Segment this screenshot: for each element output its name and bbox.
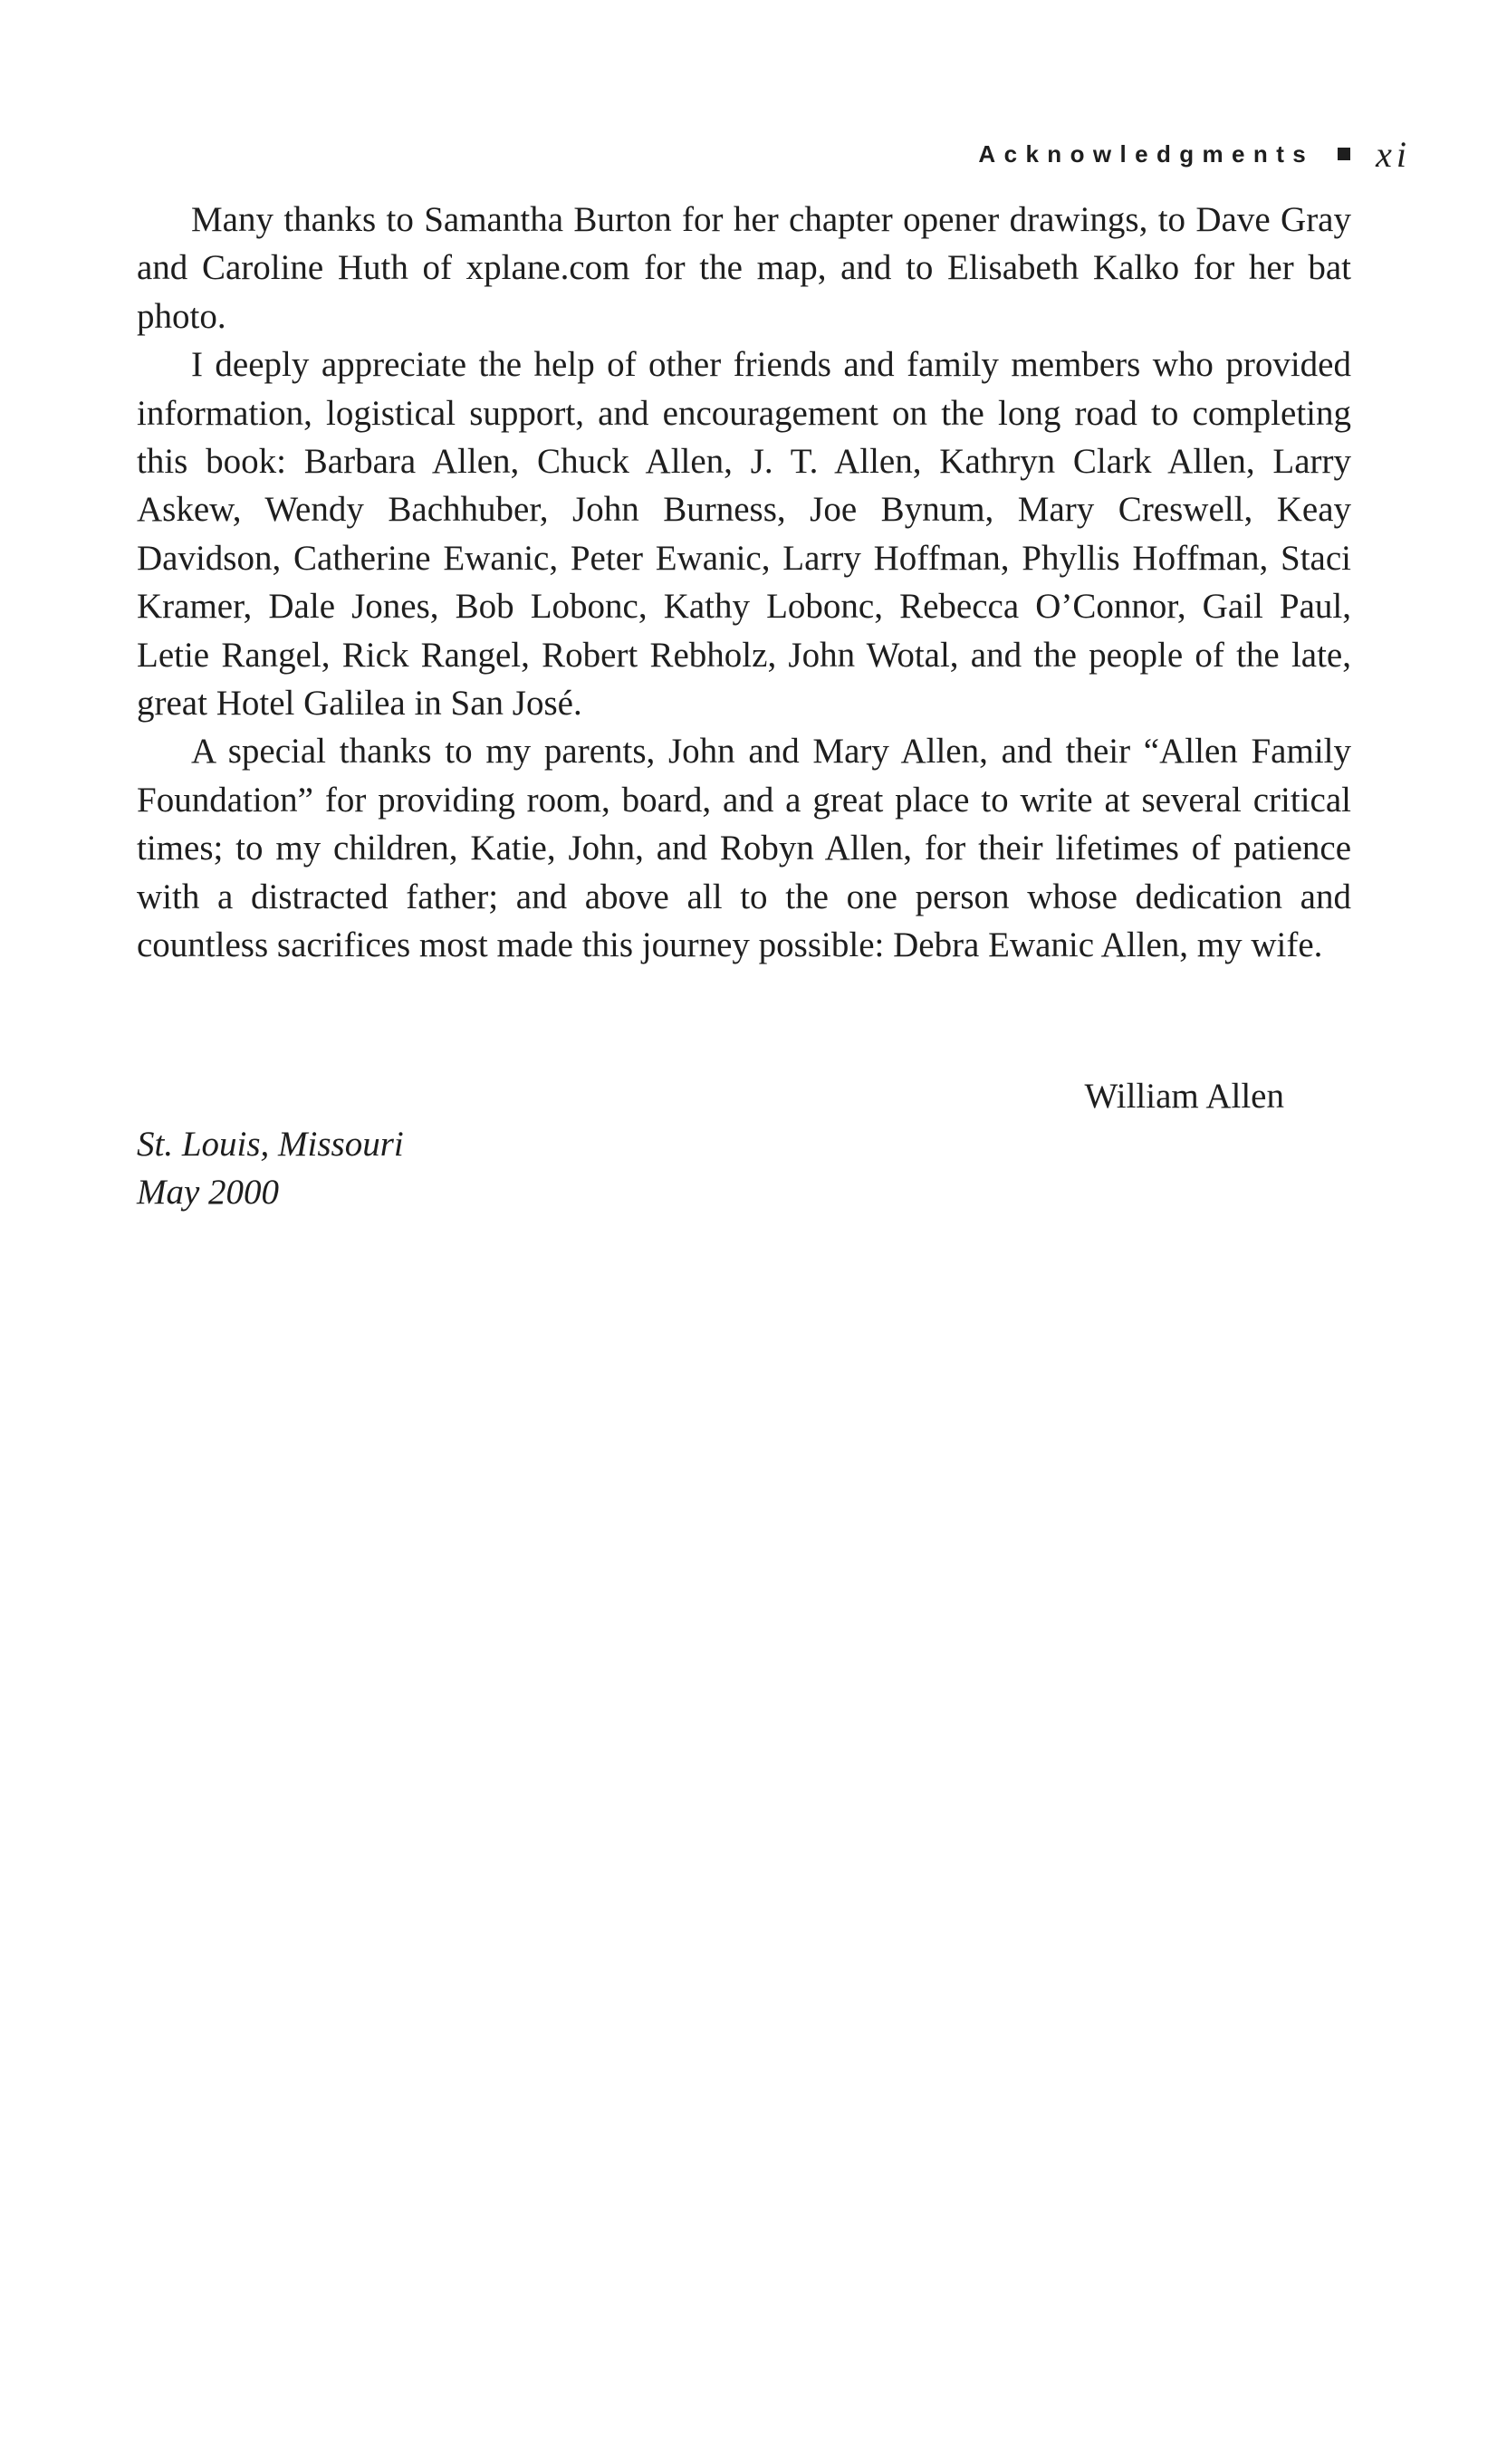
paragraph-friends-family: I deeply appreciate the help of other friends and family members who provided information, logistical support, and encouragement on the long road to completing this book: Barbara Allen, Chuck Allen, J. T. Allen, Kathryn Clark Allen, Larry Askew, Wendy Bachhuber, John Burness, Joe Bynum, Mary Creswell, Keay Davidson, Catherine Ewanic, Peter Ewanic, Larry Hoffman, Phyllis Hoffman, Staci Kramer, Dale Jones, Bob Lobonc, Kathy Lobonc, Rebecca O’Connor, Gail Paul, Letie Rangel, Rick Rangel, Robert Rebholz, John Wotal, and the people of the late, great Hotel Galilea in San José. xyxy=(137,345,1351,724)
square-bullet-icon xyxy=(1338,148,1350,160)
section-title: Acknowledgments xyxy=(978,139,1315,168)
running-head xyxy=(978,134,1411,174)
dateline-place: St. Louis, Missouri xyxy=(137,1125,404,1164)
dateline-date: May 2000 xyxy=(137,1173,280,1212)
paragraph-special-thanks: A special thanks to my parents, John and Mary Allen, and their “Allen Family Foundation” for providing room, board, and a great place to write at several critical times; to my children, Katie, John, and Robyn Allen, for their lifetimes of patience with a distracted father; and above all to the one person whose dedication and countless sacrifices most made this journey possible: Debra Ewanic Allen, my wife. xyxy=(137,732,1351,965)
acknowledgments-body xyxy=(137,196,1351,970)
page-number: xi xyxy=(1376,133,1411,175)
dateline xyxy=(137,1120,404,1216)
paragraph-illustration-credits: Many thanks to Samantha Burton for her chapter opener drawings, to Dave Gray and Caroline Huth of xplane.com for the map, and to Elisabeth Kalko for her bat photo. xyxy=(137,200,1351,336)
author-signature: William Allen xyxy=(1084,1077,1284,1116)
